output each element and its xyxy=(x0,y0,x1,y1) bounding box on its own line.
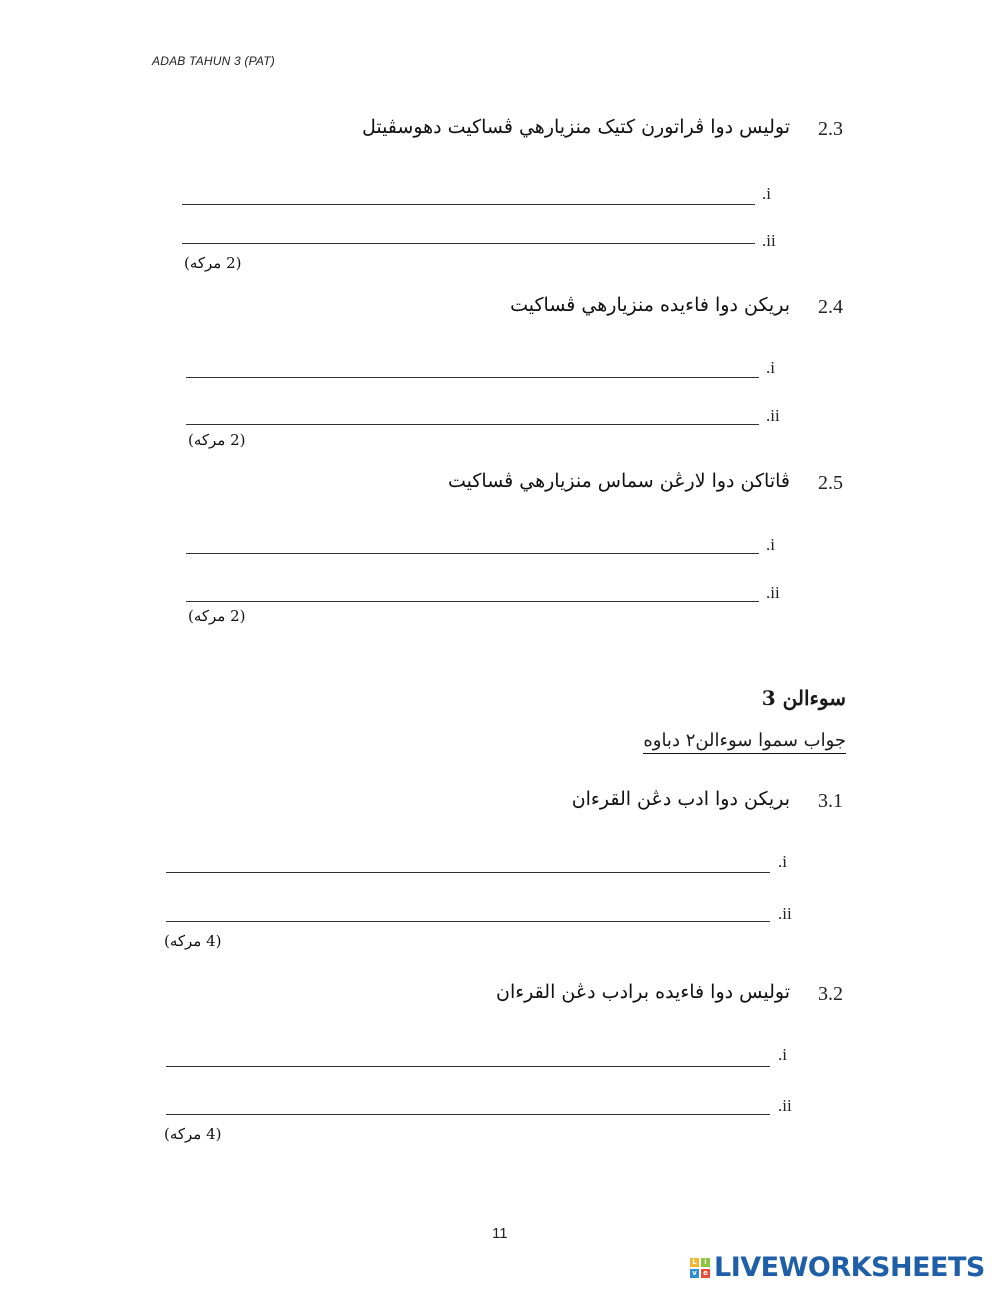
question-text: بريکن دوا ادب دڠن القرءان xyxy=(571,788,790,810)
marks-label: (2 مرکه) xyxy=(184,254,242,272)
liveworksheets-logo[interactable] xyxy=(690,1252,985,1283)
answer-label-i: .i xyxy=(766,358,775,377)
marks-label: (4 مرکه) xyxy=(164,1125,222,1143)
answer-label-i: .i xyxy=(766,535,775,554)
answer-label-i: .i xyxy=(778,1045,787,1064)
answer-label-ii: .ii xyxy=(778,904,792,923)
answer-label-ii: .ii xyxy=(766,406,780,425)
answer-line-ii[interactable] xyxy=(186,601,759,602)
answer-line-i[interactable] xyxy=(186,553,759,554)
question-text: ڤاتاکن دوا لارڠن سماس منزيارهي ڤساکيت xyxy=(447,470,790,492)
answer-line-i[interactable] xyxy=(166,1066,770,1067)
document-header: ADAB TAHUN 3 (PAT) xyxy=(152,54,275,68)
answer-label-i: .i xyxy=(778,852,787,871)
answer-label-ii: .ii xyxy=(766,583,780,602)
answer-label-ii: .ii xyxy=(778,1096,792,1115)
question-text: توليس دوا ڤراتورن کتيک منزيارهي ڤساکيت دهوسڤيتل xyxy=(361,116,790,138)
question-text: بريکن دوا فاءيده منزيارهي ڤساکيت xyxy=(510,294,790,316)
marks-label: (4 مرکه) xyxy=(164,932,222,950)
question-number: 3.2 xyxy=(818,983,843,1005)
answer-line-ii[interactable] xyxy=(166,921,770,922)
logo-tile: e xyxy=(701,1269,710,1278)
section-instruction: جواب سموا سوءالن٢ دباوه xyxy=(643,730,846,754)
logo-tile: i xyxy=(701,1258,710,1267)
marks-label: (2 مرکه) xyxy=(188,431,246,449)
answer-line-ii[interactable] xyxy=(166,1114,770,1115)
section-title: سوءالن 3 xyxy=(761,686,846,710)
answer-line-ii[interactable] xyxy=(186,424,759,425)
page-number: 11 xyxy=(492,1225,508,1242)
question-number: 3.1 xyxy=(818,790,843,812)
logo-tile: L xyxy=(690,1258,699,1267)
logo-icon xyxy=(690,1258,710,1278)
question-number: 2.4 xyxy=(818,296,843,318)
answer-label-i: .i xyxy=(762,184,771,203)
answer-line-i[interactable] xyxy=(166,872,770,873)
answer-line-i[interactable] xyxy=(186,377,759,378)
answer-line-i[interactable] xyxy=(182,204,755,205)
answer-line-ii[interactable] xyxy=(182,243,755,244)
marks-label: (2 مرکه) xyxy=(188,607,246,625)
answer-label-ii: .ii xyxy=(762,231,776,250)
logo-tile: v xyxy=(690,1269,699,1278)
logo-text: LIVEWORKSHEETS xyxy=(714,1252,985,1283)
question-number: 2.5 xyxy=(818,472,843,494)
question-text: توليس دوا فاءيده برادب دڠن القرءان xyxy=(496,981,790,1003)
question-number: 2.3 xyxy=(818,118,843,140)
